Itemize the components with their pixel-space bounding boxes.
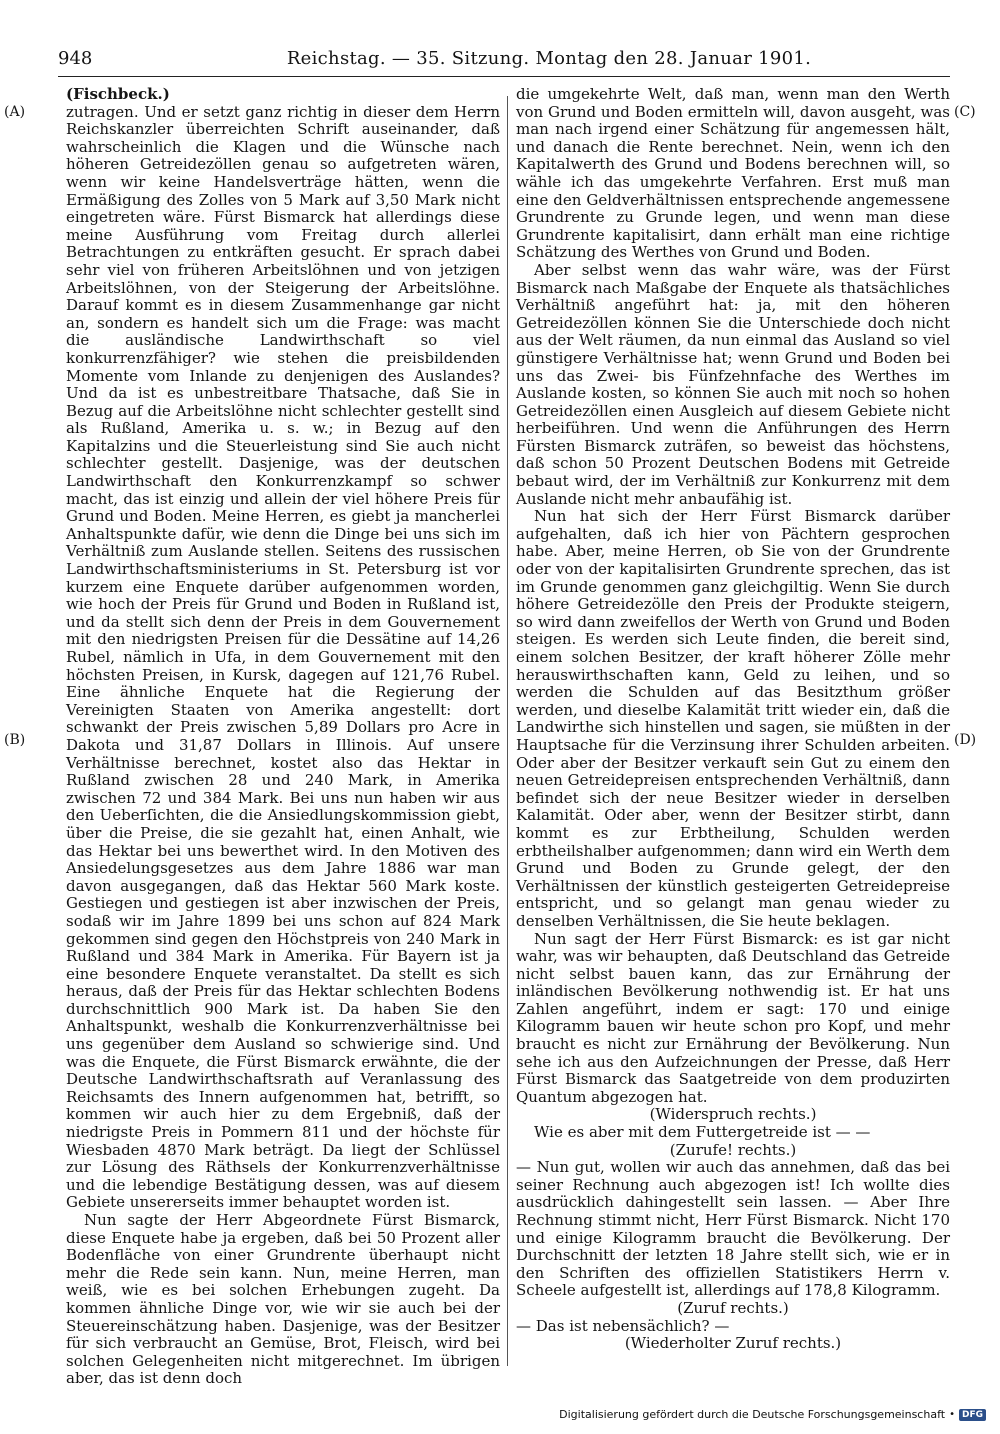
digitization-footer: [559, 1408, 986, 1421]
paragraph: — Nun gut, wollen wir auch das annehmen, daß das bei seiner Rechnung auch abgezogen ist! Ich wollte dies ausdrücklich dahingestellt sein lassen. — Aber Ihre Rechnung stimmt nicht, Herr Fürst Bismarck. Nicht 170 und einige Kilogramm braucht die Bevölkerung. Der Durchschnitt der letzten 18 Jahre stellt sich, wie er in den Schriften des offiziellen Statistikers Herrn v. Scheele aufgestellt ist, allerdings auf 178,8 Kilogramm.: [516, 1158, 950, 1300]
interjection: (Wiederholter Zuruf rechts.): [624, 1334, 842, 1353]
margin-mark-a: (A): [4, 104, 26, 120]
left-column: [66, 85, 500, 1388]
interjection: (Zurufe! rechts.): [669, 1140, 797, 1159]
interjection: (Zuruf rechts.): [677, 1298, 789, 1317]
column-divider: [507, 96, 508, 1366]
margin-mark-b: (B): [4, 732, 26, 748]
paragraph: Nun sagte der Herr Abgeordnete Fürst Bismarck, diese Enquete habe ja ergeben, daß bei 50 Prozent aller Bodenfläche von einer Grundrente überhaupt nicht mehr die Rede sein kann. Nun, meine Herren, man weiß, wie es bei solchen Erhebungen zugeht. Da kommen ähnliche Dinge vor, wie wir sie auch bei der Steuereinschätzung haben. Dasjenige, was der Besitzer für sich verbraucht an Gemüse, Brot, Fleisch, wird bei solchen Gelegenheiten nicht mitgerechnet. Im übrigen aber, das ist denn doch: [66, 1211, 500, 1388]
margin-mark-c: (C): [954, 104, 976, 120]
page-header: [58, 46, 950, 77]
paragraph: Aber selbst wenn das wahr wäre, was der Fürst Bismarck nach Maßgabe der Enquete als thatsächliches Verhältniß angeführt hat: ja, mit den höheren Getreidezöllen können Sie die Unterschiede doch nicht aus der Welt räumen, da nun einmal das Ausland so viel günstigere Verhältnisse hat; wenn Grund und Boden bei uns das Zwei- bis Fünfzehnfache des Werthes im Auslande kosten, so können Sie auch mit noch so hohen Getreidezöllen einen Ausgleich auf diesem Gebiete nicht herbeiführen. Und wenn die Anführungen des Herrn Fürsten Bismarck zuträfen, so beweist das höchstens, daß schon 50 Prozent Deutschen Bodens mit Getreide bebaut wird, der im Verhältniß zur Konkurrenz mit dem Auslande nicht mehr anbaufähig ist.: [516, 260, 950, 508]
dfg-logo-icon: DFG: [959, 1409, 986, 1421]
paragraph: Wie es aber mit dem Futtergetreide ist — —: [534, 1123, 871, 1142]
interjection: (Widerspruch rechts.): [649, 1105, 817, 1124]
margin-mark-d: (D): [954, 732, 977, 748]
right-column: [516, 86, 950, 1371]
paragraph: zutragen. Und er setzt ganz richtig in dieser dem Herrn Reichskanzler überreichten Schrift auseinander, daß wahrscheinlich die Klagen und die Wünsche nach höheren Getreidezöllen genau so aufgetreten wären, wenn wir keine Handelsverträge hätten, wenn die Ermäßigung des Zolles von 5 Mark auf 3,50 Mark nicht eingetreten wäre. Fürst Bismarck hat allerdings diese meine Ausführung vom Freitag durch allerlei Betrachtungen zu entkräften gesucht. Er sprach dabei sehr viel von früheren Arbeitslöhnen und von jetzigen Arbeitslöhnen, von der Steigerung der Arbeitslöhne. Darauf kommt es in diesem Zusammenhange gar nicht an, sondern es handelt sich um die Frage: was macht die ausländische Landwirthschaft so viel konkurrenzfähiger? wie stehen die preisbildenden Momente vom Inlande zu denjenigen des Auslandes? Und da ist es unbestreitbare Thatsache, daß Sie in Bezug auf die Arbeitslöhne nicht schlechter gestellt sind als Rußland, Amerika u. s. w.; in Bezug auf den Kapitalzins und die Steuerleistung sind Sie auch nicht schlechter gestellt. Dasjenige, was der deutschen Landwirthschaft den Konkurrenzkampf so schwer macht, das ist einzig und allein der viel höhere Preis für Grund und Boden. Meine Herren, es giebt ja mancherlei Anhaltspunkte dafür, wie denn die Dinge bei uns sich im Verhältniß zum Auslande stellen. Seitens des russischen Landwirthschaftsministeriums in St. Petersburg ist vor kurzem eine Enquete darüber aufgenommen worden, wie hoch der Preis für Grund und Boden in Rußland ist, und da stellt sich denn der Preis in dem Gouvernement mit den niedrigsten Preisen für die Dessätine auf 14,26 Rubel, nämlich in Ufa, in dem Gouvernement mit den höchsten Preisen, in Kursk, dagegen auf 121,76 Rubel. Eine ähnliche Enquete hat die Regierung der Vereinigten Staaten von Amerika angestellt: dort schwankt der Preis zwischen 5,89 Dollars pro Acre in Dakota und 31,87 Dollars in Illinois. Auf unsere Verhältnisse berechnet, kostet also das Hektar in Rußland zwischen 28 und 240 Mark, in Amerika zwischen 72 und 384 Mark. Bei uns nun haben wir aus den Ueberſichten, die die Ansiedlungskommission giebt, über die Preise, die sie gezahlt hat, einen Anhalt, wie das Hektar bei uns bewerthet wird. In den Motiven des Ansiedelungsgesetzes aus dem Jahre 1886 war man davon ausgegangen, daß das Hektar 560 Mark koste. Gestiegen und gestiegen ist aber inzwischen der Preis, sodaß wir im Jahre 1899 bei uns schon auf 824 Mark gekommen sind gegen den Höchstpreis von 240 Mark in Rußland und 384 Mark in Amerika. Für Bayern ist ja eine besondere Enquete veranstaltet. Da stellt es sich heraus, daß der Preis für das Hektar schlechten Bodens durchschnittlich 900 Mark ist. Da haben Sie den Anhaltspunkt, weshalb die Konkurrenzverhältnisse bei uns gegenüber dem Ausland so schwierige sind. Und was die Enquete, die Fürst Bismarck erwähnte, die der Deutsche Landwirthschaftsrath auf Veranlassung des Reichsamts des Innern aufgenommen hat, betrifft, so kommen wir auch hier zu dem Ergebniß, daß der niedrigste Preis in Pommern 811 und der höchste für Wiesbaden 4870 Mark beträgt. Da liegt der Schlüssel zur Lösung des Räthsels der Konkurrenzverhältnisse und die lebendige Bestätigung dessen, was auf diesem Gebiete unsererseits immer behauptet worden ist.: [66, 102, 500, 1212]
footer-separator: •: [949, 1409, 955, 1420]
paragraph: die umgekehrte Welt, daß man, wenn man den Werth von Grund und Boden ermitteln will, davon ausgeht, was man nach irgend einer Schätzung für angemessen hält, und danach die Rente berechnet. Nein, wenn ich den Kapitalwerth des Grund und Bodens berechnen will, so wähle ich das umgekehrte Verfahren. Erst muß man eine den Geldverhältnissen entsprechende angemessene Grundrente zu Grunde legen, und wenn man diese Grundrente kapitalisirt, dann erhält man eine richtige Schätzung des Werthes von Grund und Boden.: [516, 85, 950, 262]
paragraph: Nun sagt der Herr Fürst Bismarck: es ist gar nicht wahr, was wir behaupten, daß Deutschland das Getreide nicht selbst bauen kann, das zur Ernährung der inländischen Bevölkerung nothwendig ist. Er hat uns Zahlen angeführt, indem er sagt: 170 und einige Kilogramm bauen wir heute schon pro Kopf, und mehr braucht es nicht zur Ernährung der Bevölkerung. Nun sehe ich aus den Aufzeichnungen der Presse, daß Herr Fürst Bismarck das Saatgetreide von dem produzirten Quantum abgezogen hat.: [516, 929, 950, 1106]
running-title: Reichstag. — 35. Sitzung. Montag den 28. Januar 1901.: [286, 48, 812, 69]
page-number: 948: [58, 48, 93, 69]
speaker-name: (Fischbeck.): [66, 85, 170, 103]
paragraph: — Das ist nebensächlich? —: [516, 1316, 730, 1335]
paragraph: Nun hat sich der Herr Fürst Bismarck darüber aufgehalten, daß ich hier von Pächtern gesprochen habe. Aber, meine Herren, ob Sie von der Grundrente oder von der kapitalisirten Grundrente sprechen, das ist im Grunde genommen ganz gleichgiltig. Wenn Sie durch höhere Getreidezölle den Preis der Produkte steigern, so wird dann zweifellos der Werth von Grund und Boden steigen. Es werden sich Leute finden, die bereit sind, einem solchen Besitzer, der kraft höherer Zölle mehr herauswirthschaften kann, Geld zu leihen, und so werden die Schulden auf das Besitzthum größer werden, und dieselbe Kalamität tritt wieder ein, daß die Landwirthe sich hinstellen und sagen, sie müßten in der Hauptsache für die Verzinsung ihrer Schulden arbeiten. Oder aber der Besitzer verkauft sein Gut zu einem den neuen Getreidepreisen entsprechenden Verhältniß, dann befindet sich der neue Besitzer wieder in derselben Kalamität. Oder aber, wenn der Besitzer stirbt, dann kommt es zur Erbtheilung, Schulden werden erbtheilshalber aufgenommen; dann wird ein Werth dem Grund und Boden zu Grunde gelegt, der den Verhältnissen der künstlich gesteigerten Getreidepreise entspricht, und so gelangt man genau wieder zu denselben Verhältnissen, die Sie heute beklagen.: [516, 507, 950, 930]
footer-credit: Digitalisierung gefördert durch die Deutsche Forschungsgemeinschaft: [559, 1408, 946, 1421]
